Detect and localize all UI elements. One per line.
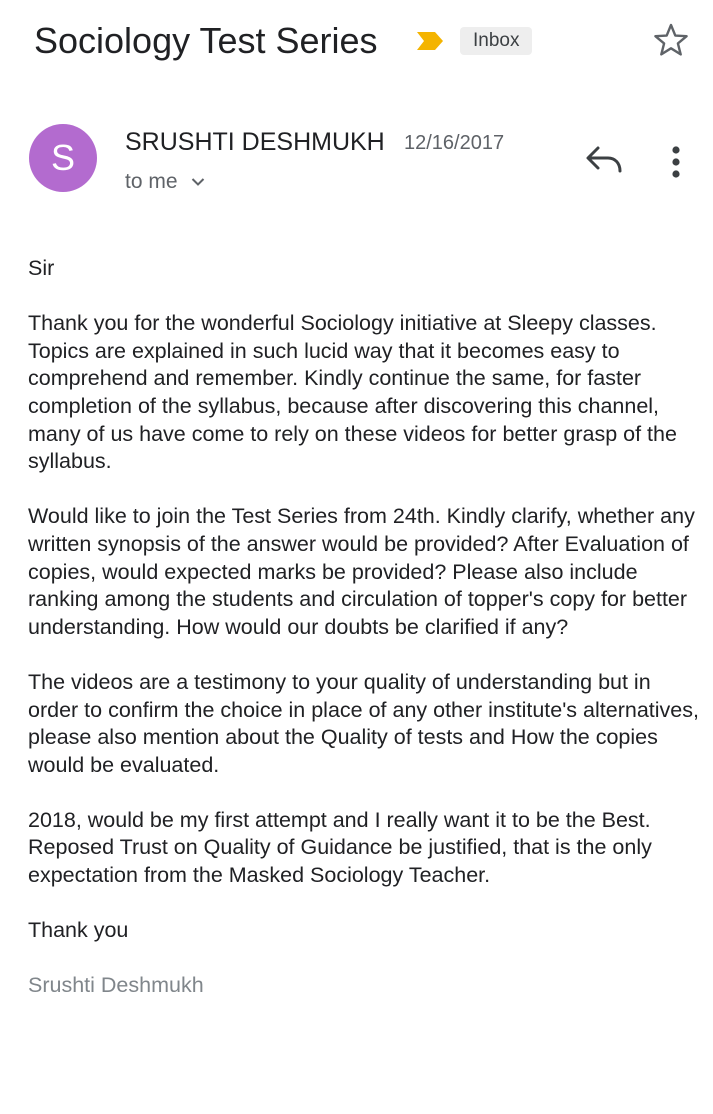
body-paragraph: Would like to join the Test Series from 24th. Kindly clarify, whether any written synopsis of the answer would be provided? After Evaluation of copies, would expected marks be provided? Please also include ranking among the students and circulation of topper's copy for better understanding. How would our doubts be clarified if any? (28, 504, 695, 639)
subject-title: Sociology Test Series (34, 20, 378, 61)
chevron-down-icon (191, 177, 205, 187)
closing: Thank you (28, 918, 129, 943)
greeting: Sir (28, 256, 55, 280)
recipient-label: to me (125, 170, 178, 193)
body-paragraph: 2018, would be my first attempt and I really want it to be the Best. Reposed Trust on Quality of Guidance be justified, that is the only expectation from the Masked Sociology Teacher. (28, 807, 652, 888)
important-marker-icon[interactable] (415, 29, 445, 53)
body-paragraph: Thank you for the wonderful Sociology initiative at Sleepy classes. Topics are explained in such lucid way that it becomes easy to comprehend and remember. Kindly continue the same, for faster completion of the syllabus, because after discovering this channel, many of us have come to rely on these videos for better grasp of the syllabus. (28, 311, 677, 474)
inbox-label-chip[interactable]: Inbox (460, 27, 532, 55)
sender-name: SRUSHTI DESHMUKH (125, 128, 385, 156)
star-icon[interactable] (650, 20, 692, 62)
recipient-details-toggle[interactable] (125, 168, 205, 196)
body-paragraph: The videos are a testimony to your quality of understanding but in order to confirm the choice in place of any other institute's alternatives, please also mention about the Quality of tests and How the copies would be evaluated. (28, 669, 699, 777)
avatar[interactable]: S (29, 124, 97, 192)
signature: Srushti Deshmukh (28, 973, 204, 998)
message-date: 12/16/2017 (404, 132, 505, 154)
more-vert-icon[interactable] (662, 140, 690, 184)
reply-icon[interactable] (582, 140, 626, 180)
message-body (28, 255, 700, 1028)
